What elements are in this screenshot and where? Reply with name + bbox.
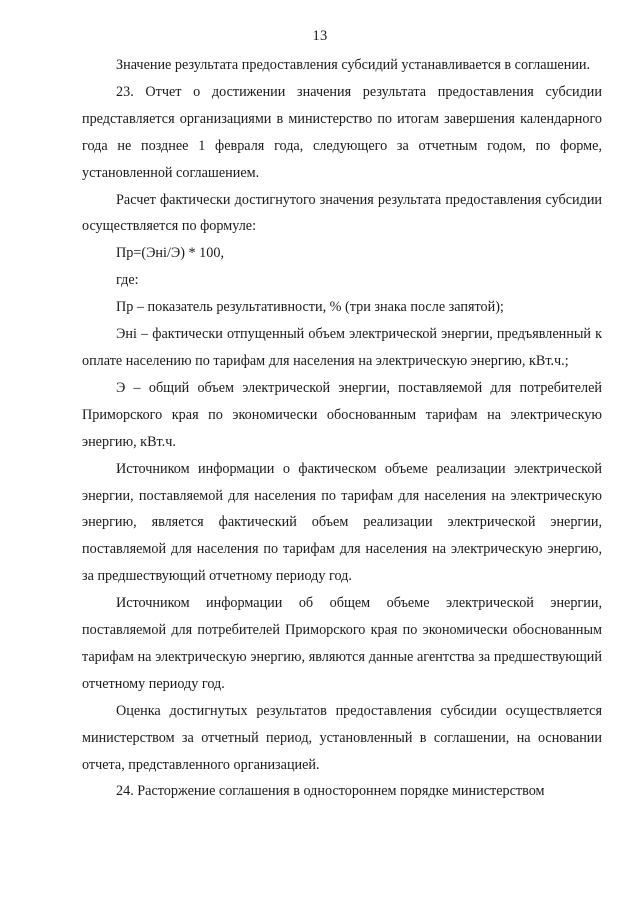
paragraph-24-termination: 24. Расторжение соглашения в одностороннем порядке министерством (116, 783, 545, 800)
page-number: 13 (312, 28, 328, 44)
paragraph-definition-pr: Пр – показатель результативности, % (три знака после запятой); (116, 299, 504, 316)
paragraph-calculation-intro: Расчет фактически достигнутого значения результата предоставления субсидии осуществляется по формуле: (82, 191, 602, 235)
paragraph-definition-eni: Эні – фактически отпущенный объем электрической энергии, предъявленный к оплате населению по тарифам для населения на электрическую энергию, кВт.ч.; (82, 326, 602, 369)
paragraph-where: где: (116, 272, 139, 289)
paragraph-23-report: 23. Отчет о достижении значения результата предоставления субсидии представляется организациями в министерство по итогам завершения календарного года не позднее 1 февраля года, следующего за отчетным годом, по форме, установленной соглашением. (82, 83, 602, 181)
paragraph-formula: Пр=(Эні/Э) * 100, (116, 245, 225, 262)
paragraph-result-value: Значение результата предоставления субсидий устанавливается в соглашении. (116, 57, 591, 73)
paragraph-source-total-volume: Источником информации об общем объеме электрической энергии, поставляемой для потребителей Приморского края по экономически обоснованным тарифам на электрическую энергию, являются данные агентства за предшествующий отчетному периоду год. (82, 595, 602, 692)
paragraph-assessment: Оценка достигнутых результатов предоставления субсидии осуществляется министерством за отчетный период, установленный в соглашении, на основании отчета, представленного организацией. (82, 702, 602, 773)
paragraph-definition-e: Э – общий объем электрической энергии, поставляемой для потребителей Приморского края по экономически обоснованным тарифам на электрическую энергию, кВт.ч. (82, 379, 602, 450)
paragraph-source-actual-volume: Источником информации о фактическом объеме реализации электрической энергии, поставляемой для населения по тарифам для населения на электрическую энергию, является фактический объем реализации электрической энергии, поставляемой для населения по тарифам для населения на электрическую энергию, за предшествующий отчетному периоду год. (82, 460, 602, 585)
document-body (82, 52, 602, 805)
